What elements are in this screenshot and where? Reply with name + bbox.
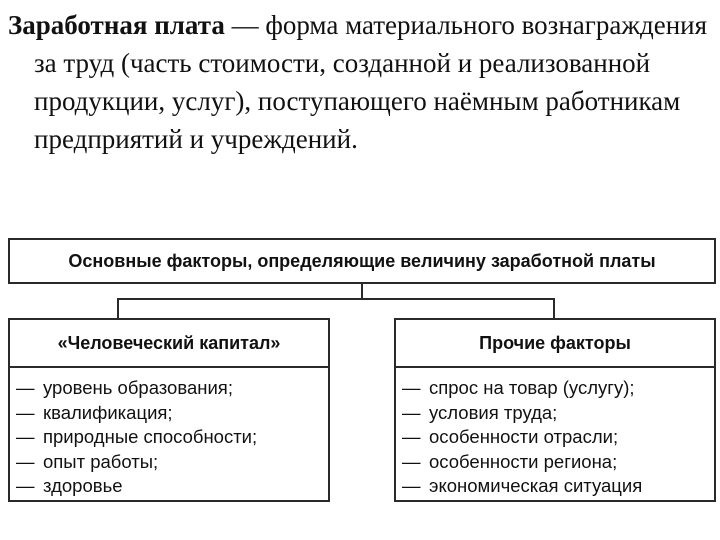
- list-item: [16, 401, 324, 426]
- dash-marker: —: [16, 450, 35, 472]
- dash-marker: —: [402, 426, 421, 447]
- human-capital-title: «Человеческий капитал»: [10, 320, 328, 368]
- definition-text: — форма материального вознаграждения за труд (часть стоимости, созданной и реализованной продукции, услуг), поступающего наёмным работникам предприятий и учреждений.: [34, 10, 708, 154]
- connector-vertical-left: [117, 298, 119, 318]
- list-item-text: опыт работы;: [43, 450, 159, 472]
- list-item-text: здоровье: [43, 475, 123, 496]
- list-item-text: особенности региона;: [429, 450, 618, 472]
- list-item-text: спрос на товар (услугу);: [429, 377, 635, 398]
- factors-header-box: [8, 238, 716, 284]
- list-item: [16, 425, 324, 450]
- human-capital-list: [10, 368, 328, 499]
- dash-marker: —: [16, 401, 35, 423]
- list-item-text: условия труда;: [429, 401, 558, 423]
- list-item: [402, 474, 710, 499]
- list-item: [402, 401, 710, 426]
- definition-paragraph: [8, 6, 720, 158]
- dash-marker: —: [16, 377, 35, 398]
- list-item: [16, 450, 324, 475]
- list-item: [402, 425, 710, 450]
- list-item-text: экономическая ситуация: [429, 475, 643, 496]
- other-factors-title: Прочие факторы: [396, 320, 714, 368]
- list-item: [402, 450, 710, 475]
- dash-marker: —: [402, 450, 421, 472]
- connector-horizontal: [117, 298, 555, 300]
- definition-term: Заработная плата: [8, 10, 225, 40]
- list-item: [402, 376, 710, 401]
- list-item: [16, 376, 324, 401]
- dash-marker: —: [402, 475, 421, 496]
- list-item-text: природные способности;: [43, 426, 258, 447]
- list-item: [16, 474, 324, 499]
- list-item-text: уровень образования;: [43, 377, 233, 398]
- dash-marker: —: [402, 377, 421, 398]
- factors-header-label: Основные факторы, определяющие величину заработной платы: [68, 250, 656, 271]
- connector-vertical-right: [553, 298, 555, 318]
- list-item-text: особенности отрасли;: [429, 426, 619, 447]
- other-factors-list: [396, 368, 714, 499]
- other-factors-box: [394, 318, 716, 502]
- dash-marker: —: [16, 475, 35, 496]
- dash-marker: —: [402, 401, 421, 423]
- list-item-text: квалификация;: [43, 401, 173, 423]
- dash-marker: —: [16, 426, 35, 447]
- human-capital-box: [8, 318, 330, 502]
